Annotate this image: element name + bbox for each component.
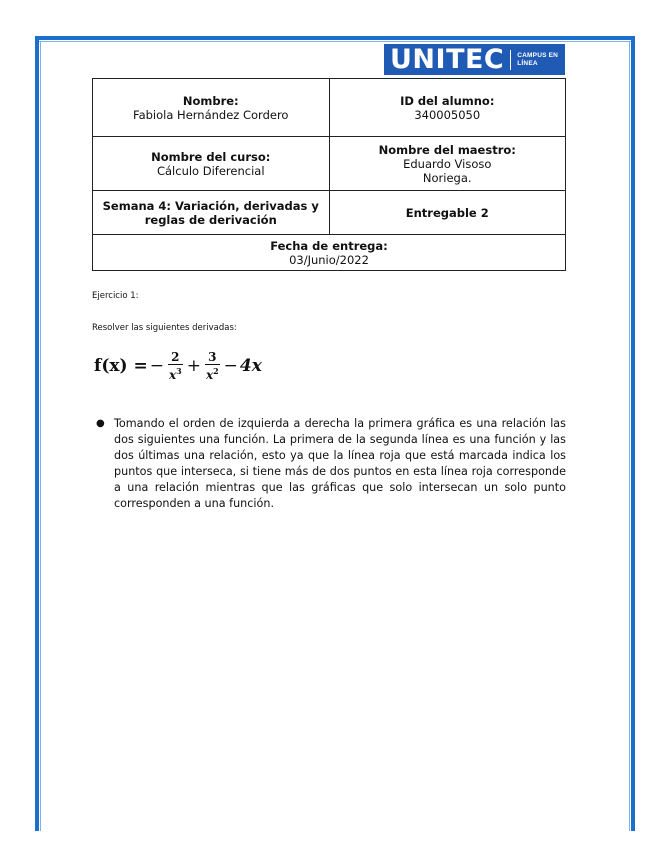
formula-sign1: − xyxy=(149,356,164,376)
frac2-denominator xyxy=(205,364,220,382)
table-row xyxy=(93,235,566,271)
frame-right-border xyxy=(631,36,635,831)
formula-fraction-1 xyxy=(168,351,183,382)
formula-last-term: 4x xyxy=(239,356,262,376)
frame-right-border-inner xyxy=(629,42,630,831)
semana-cell xyxy=(93,191,330,235)
maestro-cell xyxy=(329,137,566,191)
nombre-cell xyxy=(93,79,330,137)
formula-fraction-2 xyxy=(205,351,220,382)
frac1-base: x xyxy=(168,367,177,382)
curso-label: Nombre del curso: xyxy=(151,149,271,164)
frame-top-border-inner xyxy=(35,41,635,42)
nombre-value: Fabiola Hernández Cordero xyxy=(133,107,289,122)
id-cell xyxy=(329,79,566,137)
derivative-formula xyxy=(94,346,262,386)
maestro-label: Nombre del maestro: xyxy=(378,142,516,157)
answer-bullet xyxy=(96,416,566,512)
frac1-exponent: 3 xyxy=(176,365,182,376)
maestro-value-line2: Noriega. xyxy=(422,170,472,185)
maestro-value-line1: Eduardo Visoso xyxy=(403,156,492,171)
table-row xyxy=(93,79,566,137)
curso-value: Cálculo Diferencial xyxy=(156,163,265,178)
bullet-dot-icon: ● xyxy=(96,418,105,429)
answer-text: Tomando el orden de izquierda a derecha la primera gráfica es una relación las dos siguientes una función. La primera de la segunda línea es una función y las dos últimas una relación, esto ya que la línea roja que está marcada indica los puntos que interseca, si tiene más de dos puntos en esta línea roja corresponde a una relación mientras que las gráficas que solo intersecan un solo punto corresponden a una función. xyxy=(114,417,566,510)
formula-sign2: + xyxy=(186,356,201,376)
frac1-numerator: 2 xyxy=(171,349,180,364)
id-value: 340005050 xyxy=(414,107,481,122)
frac2-numerator: 3 xyxy=(208,349,217,364)
table-row xyxy=(93,137,566,191)
formula-sign3: − xyxy=(223,356,238,376)
fecha-cell xyxy=(93,235,566,271)
logo-sub-line2: LÍNEA xyxy=(517,59,538,67)
frame-left-border-inner xyxy=(40,42,41,831)
student-info-table xyxy=(92,78,566,271)
logo-main-text: UNITEC xyxy=(390,44,505,75)
curso-cell xyxy=(93,137,330,191)
frame-left-border xyxy=(35,36,39,831)
entregable-cell xyxy=(329,191,566,235)
semana-line1: Semana 4: Variación, derivadas y xyxy=(102,198,319,213)
id-label: ID del alumno: xyxy=(400,93,495,108)
logo-sub-line1: CAMPUS EN xyxy=(517,51,559,59)
unitec-logo xyxy=(384,44,565,75)
logo-separator xyxy=(510,50,511,70)
formula-lhs: f(x) = xyxy=(94,356,148,376)
nombre-label: Nombre: xyxy=(182,93,239,108)
table-row xyxy=(93,191,566,235)
frac1-denominator xyxy=(168,364,183,382)
fecha-value: 03/Junio/2022 xyxy=(289,252,369,267)
frac2-exponent: 2 xyxy=(213,365,219,376)
fecha-label: Fecha de entrega: xyxy=(270,238,388,253)
exercise-instruction: Resolver las siguientes derivadas: xyxy=(92,323,237,333)
frac2-base: x xyxy=(205,367,214,382)
frame-top-border xyxy=(35,36,635,40)
entregable-label: Entregable 2 xyxy=(405,205,489,220)
logo-subtitle xyxy=(517,52,558,68)
semana-line2: reglas de derivación xyxy=(144,212,277,227)
exercise-title: Ejercicio 1: xyxy=(92,291,139,301)
